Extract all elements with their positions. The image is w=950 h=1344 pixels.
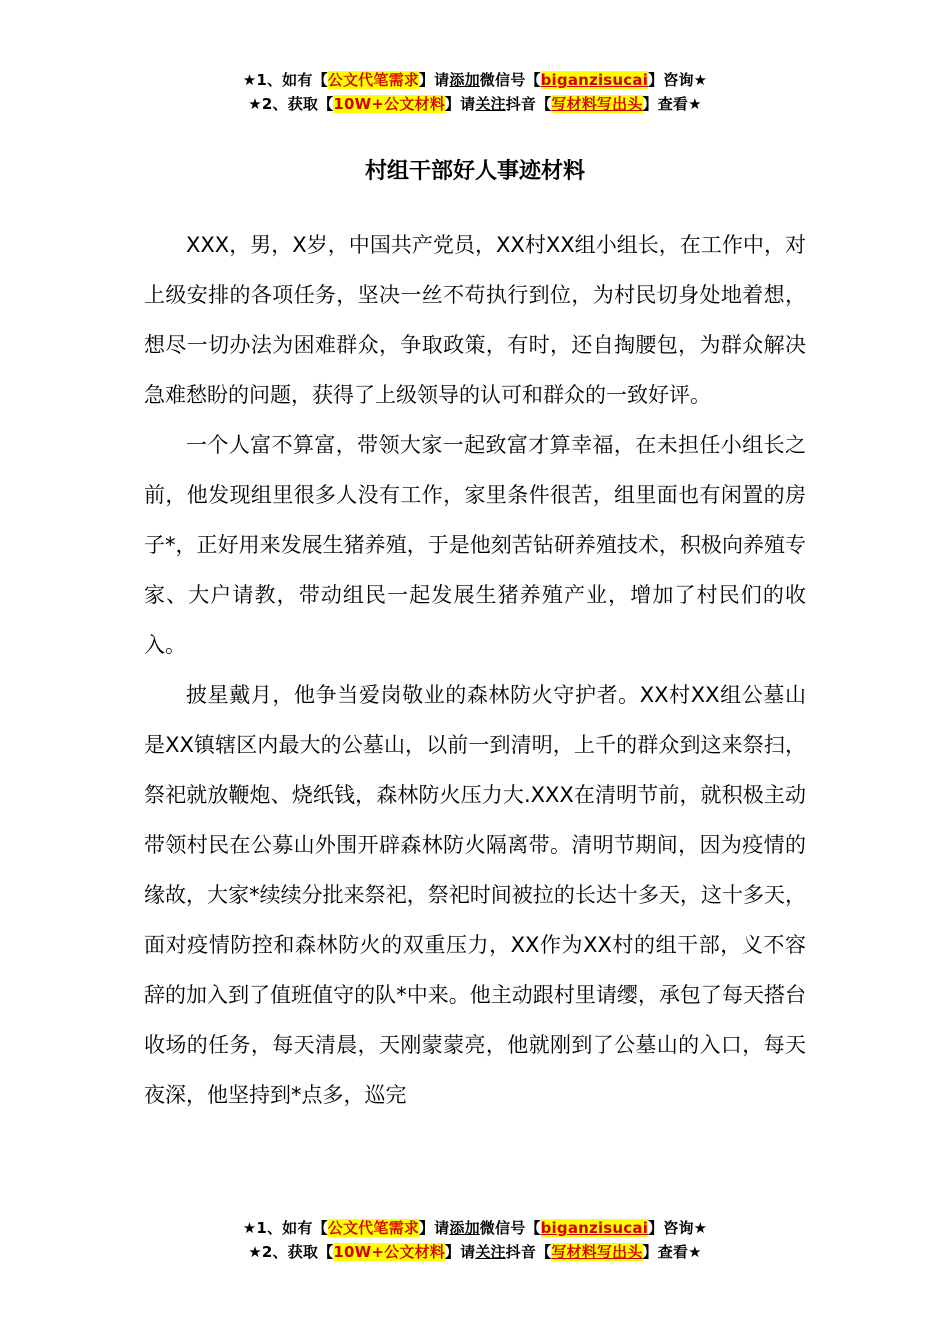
underlined-text: 关注 xyxy=(475,95,506,113)
banner-text: ★2、获取【 xyxy=(248,95,334,113)
banner-text: 微信号【 xyxy=(479,1219,541,1237)
paragraph: XXX，男，X岁，中国共产党员，XX村XX组小组长，在工作中，对上级安排的各项任务，坚决一丝不苟执行到位，为村民切身处地着想，想尽一切办法为困难群众，争取政策，有时，还自掏腰包，为群众解决急难愁盼的问题，获得了上级领导的认可和群众的一致好评。 xyxy=(144,233,806,407)
highlight-materials: 10W+公文材料 xyxy=(333,95,445,113)
banner-line-2 xyxy=(0,1240,950,1264)
banner-text: 】请 xyxy=(444,95,476,113)
banner-line-2 xyxy=(0,92,950,116)
banner-text: 】查看★ xyxy=(642,1243,702,1261)
highlight-service: 公文代笔需求 xyxy=(327,1219,419,1237)
highlight-materials: 10W+公文材料 xyxy=(333,1243,445,1261)
footer-banner xyxy=(0,1216,950,1264)
wechat-id-link[interactable]: biganzisucai xyxy=(540,71,649,89)
banner-text: 】查看★ xyxy=(642,95,702,113)
banner-text: 微信号【 xyxy=(479,71,541,89)
header-banner xyxy=(0,68,950,116)
banner-text: 抖音【 xyxy=(505,1243,552,1261)
underlined-text: 关注 xyxy=(475,1243,506,1261)
banner-line-1 xyxy=(0,1216,950,1240)
banner-text: 】请 xyxy=(444,1243,476,1261)
banner-line-1 xyxy=(0,68,950,92)
banner-text: ★1、如有【 xyxy=(242,1219,328,1237)
paragraph: 披星戴月，他争当爱岗敬业的森林防火守护者。XX村XX组公墓山是XX镇辖区内最大的公墓山，以前一到清明，上千的群众到这来祭扫，祭祀就放鞭炮、烧纸钱，森林防火压力大.XXX在清明节前，就积极主动带领村民在公募山外围开辟森林防火隔离带。清明节期间，因为疫情的缘故，大家*续续分批来祭祀，祭祀时间被拉的长达十多天，这十多天，面对疫情防控和森林防火的双重压力，XX作为XX村的组干部，义不容辞的加入到了值班值守的队*中来。他主动跟村里请缨，承包了每天搭台收场的任务，每天清晨，天刚蒙蒙亮，他就刚到了公墓山的入口，每天夜深，他坚持到*点多，巡完 xyxy=(144,683,806,1107)
douyin-account-link[interactable]: 写材料写出头 xyxy=(551,1243,643,1261)
underlined-text: 添加 xyxy=(449,1219,480,1237)
highlight-service: 公文代笔需求 xyxy=(327,71,419,89)
banner-text: 抖音【 xyxy=(505,95,552,113)
banner-text: 】咨询★ xyxy=(648,1219,708,1237)
banner-text: 】咨询★ xyxy=(648,71,708,89)
document-body xyxy=(144,220,806,1120)
banner-text: 】请 xyxy=(418,1219,450,1237)
paragraph: 一个人富不算富，带领大家一起致富才算幸福，在未担任小组长之前，他发现组里很多人没有工作，家里条件很苦，组里面也有闲置的房子*，正好用来发展生猪养殖，于是他刻苦钻研养殖技术，积极向养殖专家、大户请教，带动组民一起发展生猪养殖产业，增加了村民们的收入。 xyxy=(144,433,806,657)
banner-text: 】请 xyxy=(418,71,450,89)
banner-text: ★2、获取【 xyxy=(248,1243,334,1261)
douyin-account-link[interactable]: 写材料写出头 xyxy=(551,95,643,113)
underlined-text: 添加 xyxy=(449,71,480,89)
wechat-id-link[interactable]: biganzisucai xyxy=(540,1219,649,1237)
document-title: 村组干部好人事迹材料 xyxy=(364,159,585,184)
banner-text: ★1、如有【 xyxy=(242,71,328,89)
